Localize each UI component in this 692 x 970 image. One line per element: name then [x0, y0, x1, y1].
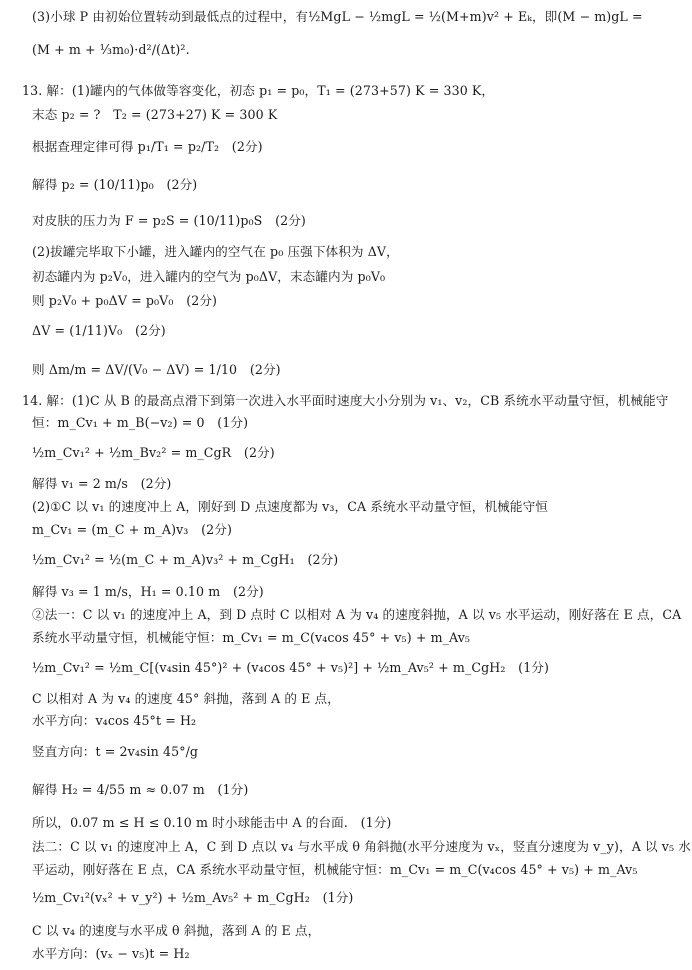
text-line: 则 Δm/m = ΔV/(V₀ − ΔV) = 1/10 (2分) [32, 362, 281, 377]
text-line: C 以 v₄ 的速度与水平成 θ 斜抛，落到 A 的 E 点， [32, 923, 321, 938]
text-line: ΔV = (1/11)V₀ (2分) [32, 323, 166, 338]
text-line: ②法一：C 以 v₁ 的速度冲上 A，到 D 点时 C 以相对 A 为 v₄ 的速度斜抛，A 以 v₅ 水平运动，刚好落在 E 点，CA [32, 607, 682, 622]
text-line: ½m_Cv₁² = ½(m_C + m_A)v₃² + m_CgH₁ (2分) [32, 552, 339, 567]
text-line: 法二：C 以 v₁ 的速度冲上 A，C 到 D 点以 v₄ 与水平成 θ 角斜抛(水平分速度为 vₓ，竖直分速度为 v_y)，A 以 v₅ 水 [32, 839, 691, 854]
text-line: 则 p₂V₀ + p₀ΔV = p₀V₀ (2分) [32, 293, 218, 308]
text-line: (2)拔罐完毕取下小罐，进入罐内的空气在 p₀ 压强下体积为 ΔV， [32, 244, 399, 259]
text-line: 根据查理定律可得 p₁/T₁ = p₂/T₂ (2分) [32, 139, 263, 154]
text-line: (M + m + ⅓m₀)·d²/(Δt)². [32, 42, 190, 57]
text-line: 解得 p₂ = (10/11)p₀ (2分) [32, 177, 198, 192]
text-line: 平运动，刚好落在 E 点，CA 系统水平动量守恒，机械能守恒：m_Cv₁ = m_C(v₄cos 45° + v₅) + m_Av₅ [32, 862, 638, 877]
text-line: 恒：m_Cv₁ + m_B(−v₂) = 0 (1分) [32, 415, 249, 430]
text-line: 系统水平动量守恒，机械能守恒：m_Cv₁ = m_C(v₄cos 45° + v₅) + m_Av₅ [32, 630, 471, 645]
text-line: m_Cv₁ = (m_C + m_A)v₃ (2分) [32, 522, 232, 537]
text-line: (2)①C 以 v₁ 的速度冲上 A，刚好到 D 点速度都为 v₃，CA 系统水平动量守恒，机械能守恒 [32, 499, 548, 514]
text-line: (3)小球 P 由初始位置转动到最低点的过程中，有½MgL − ½mgL = ½(M+m)v² + Eₖ，即(M − m)gL = [32, 9, 643, 24]
text-line: 末态 p₂ = ? T₂ = (273+27) K = 300 K [32, 107, 278, 122]
text-line: 对皮肤的压力为 F = p₂S = (10/11)p₀S (2分) [32, 213, 306, 228]
text-line: 水平方向：v₄cos 45°t = H₂ [32, 713, 197, 728]
text-line: ½m_Cv₁²(vₓ² + v_y²) + ½m_Av₅² + m_CgH₂ (1分) [32, 890, 354, 905]
text-line: 解得 v₁ = 2 m/s (2分) [32, 476, 172, 491]
text-line: C 以相对 A 为 v₄ 的速度 45° 斜抛，落到 A 的 E 点， [32, 691, 340, 706]
text-line: 解得 H₂ = 4/55 m ≈ 0.07 m (1分) [32, 782, 249, 797]
text-line: ½m_Cv₁² + ½m_Bv₂² = m_CgR (2分) [32, 445, 275, 460]
text-line: 13. 解：(1)罐内的气体做等容变化，初态 p₁ = p₀，T₁ = (273+57) K = 330 K， [22, 83, 495, 98]
text-line: 初态罐内为 p₂V₀，进入罐内的空气为 p₀ΔV，末态罐内为 p₀V₀ [32, 269, 386, 284]
text-line: 所以，0.07 m ≤ H ≤ 0.10 m 时小球能击中 A 的台面. (1分) [32, 815, 392, 830]
text-line: 水平方向：(vₓ − v₅)t = H₂ [32, 946, 190, 961]
text-line: 14. 解：(1)C 从 B 的最高点滑下到第一次进入水平面时速度大小分别为 v₁、v₂，CB 系统水平动量守恒，机械能守 [22, 393, 669, 408]
text-line: 解得 v₃ = 1 m/s，H₁ = 0.10 m (2分) [32, 584, 264, 599]
text-line: ½m_Cv₁² = ½m_C[(v₄sin 45°)² + (v₄cos 45° + v₅)²] + ½m_Av₅² + m_CgH₂ (1分) [32, 660, 550, 675]
text-line: 竖直方向：t = 2v₄sin 45°/g [32, 744, 199, 759]
